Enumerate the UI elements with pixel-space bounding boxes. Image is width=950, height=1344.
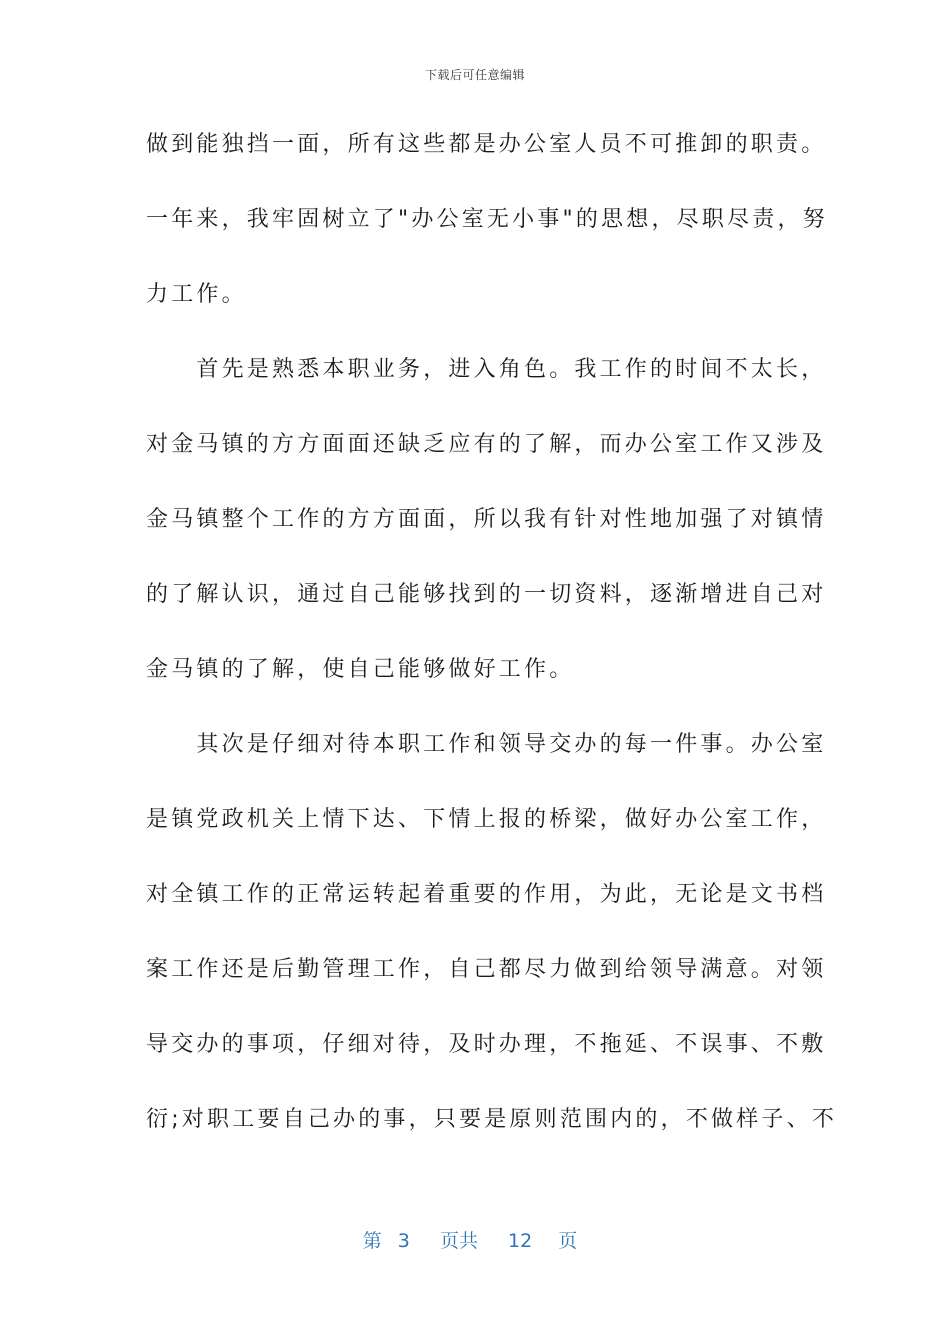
- text-line: 的了解认识，通过自己能够找到的一切资料，逐渐增进自己对: [146, 582, 827, 607]
- text-line: 是镇党政机关上情下达、下情上报的桥梁，做好办公室工作，: [146, 807, 827, 832]
- text-line: 对金马镇的方方面面还缺乏应有的了解，而办公室工作又涉及: [146, 432, 827, 457]
- page-middle-text: 页共: [439, 1230, 478, 1252]
- document-body: [146, 120, 838, 1170]
- page-prefix: 第: [362, 1230, 382, 1252]
- page-suffix: 页: [558, 1230, 578, 1252]
- text-line: 案工作还是后勤管理工作，自己都尽力做到给领导满意。对领: [146, 957, 827, 982]
- header-note: 下载后可任意编辑: [424, 68, 525, 82]
- current-page-number: 3: [397, 1230, 410, 1252]
- text-line: 其次是仔细对待本职工作和领导交办的每一件事。办公室: [146, 732, 827, 757]
- text-line: 做到能独挡一面，所有这些都是办公室人员不可推卸的职责。: [146, 132, 827, 157]
- page-number-footer: [0, 1226, 950, 1253]
- text-line: 一年来，我牢固树立了"办公室无小事"的思想，尽职尽责，努: [146, 207, 828, 232]
- text-line: 金马镇的了解，使自己能够做好工作。: [146, 657, 575, 682]
- total-pages-number: 12: [508, 1230, 533, 1252]
- text-line: 首先是熟悉本职业务，进入角色。我工作的时间不太长，: [146, 357, 827, 382]
- text-line: 衍;对职工要自己办的事，只要是原则范围内的，不做样子、不: [146, 1107, 838, 1132]
- text-line: 对全镇工作的正常运转起着重要的作用，为此，无论是文书档: [146, 882, 827, 907]
- text-line: 金马镇整个工作的方方面面，所以我有针对性地加强了对镇情: [146, 507, 827, 532]
- text-line: 导交办的事项，仔细对待，及时办理，不拖延、不误事、不敷: [146, 1032, 827, 1057]
- text-line: 力工作。: [146, 282, 247, 307]
